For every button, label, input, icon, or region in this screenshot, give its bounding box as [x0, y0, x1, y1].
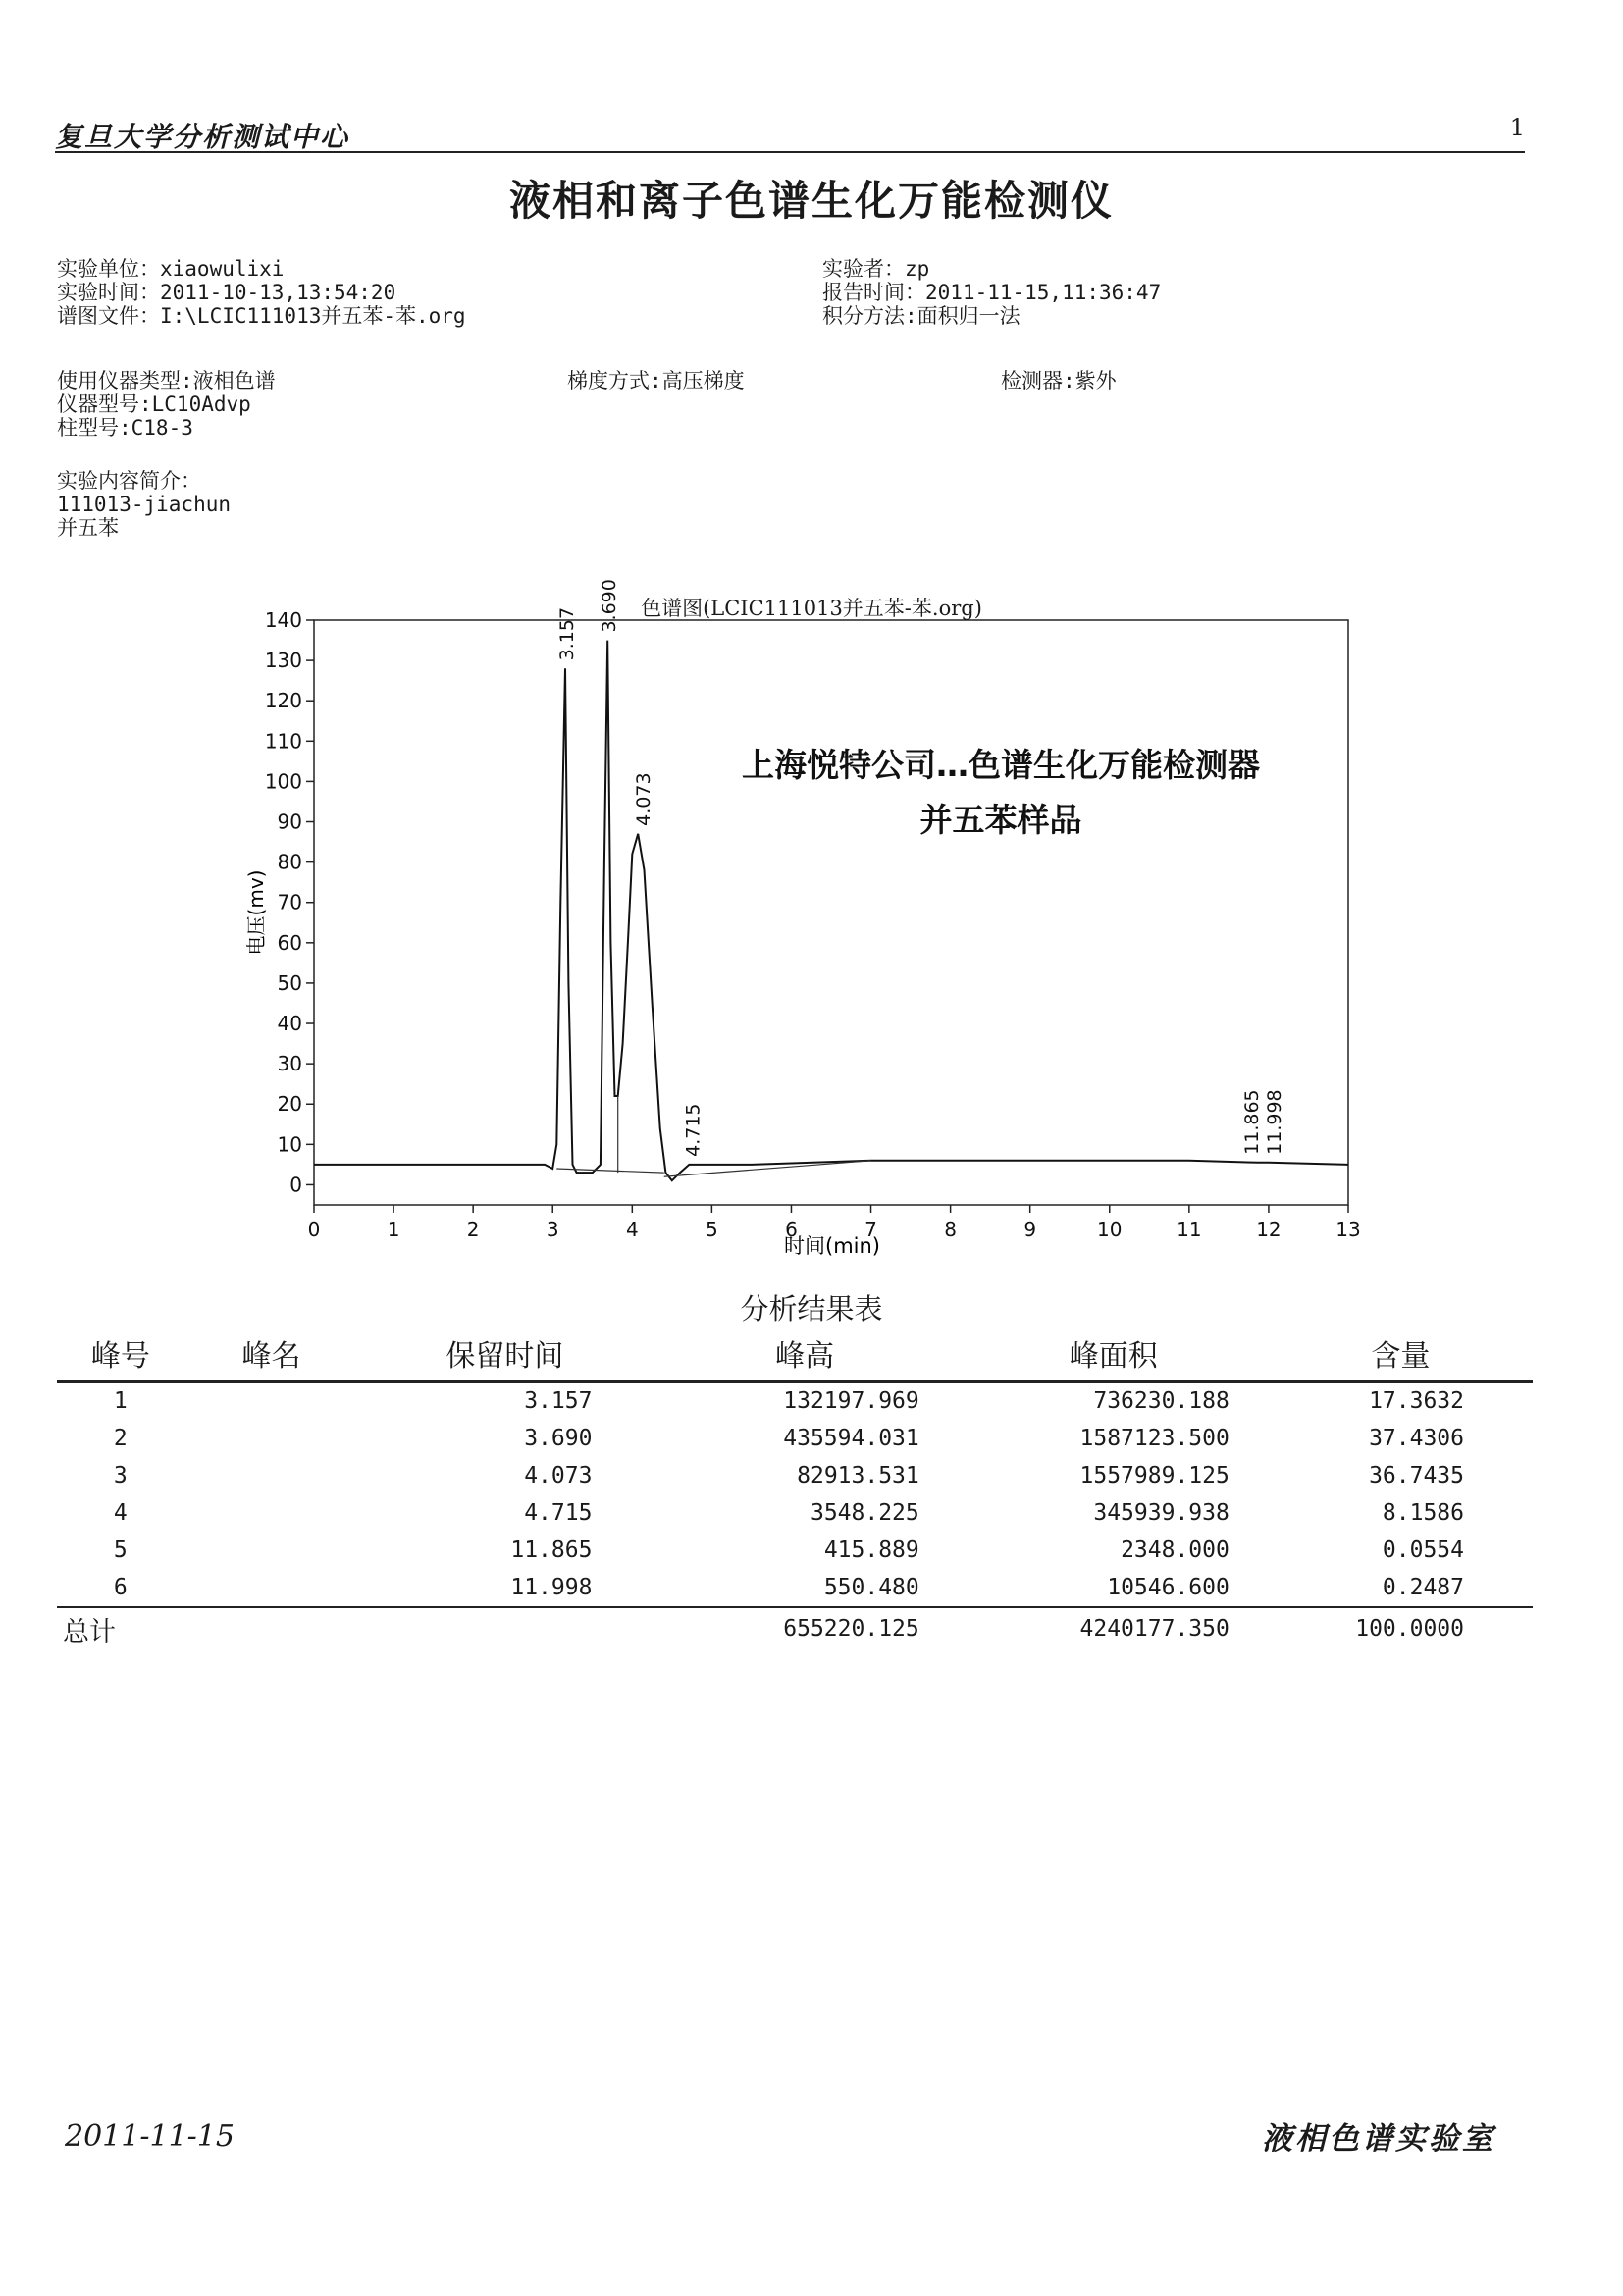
table-cell: 3548.225	[810, 1500, 919, 1526]
x-tick-label: 5	[706, 1218, 718, 1241]
peak-label: 4.073	[633, 772, 655, 826]
table-cell: 550.480	[823, 1575, 919, 1600]
experiment-time: 实验时间：2011-10-13,13:54:20	[57, 281, 396, 304]
table-cell: 11.998	[510, 1575, 593, 1600]
y-tick-label: 20	[277, 1092, 302, 1117]
y-tick-label: 110	[264, 729, 302, 754]
table-cell: 0.2487	[1382, 1575, 1464, 1600]
instrument-type: 使用仪器类型:液相色谱	[57, 369, 276, 392]
y-tick-label: 90	[277, 809, 302, 834]
plot-frame	[314, 620, 1348, 1205]
table-cell: 345939.938	[1093, 1500, 1230, 1526]
table-row	[57, 1532, 1533, 1569]
detector-type: 检测器:紫外	[1001, 369, 1117, 392]
column-header: 峰面积	[959, 1327, 1269, 1382]
y-tick-label: 140	[264, 608, 302, 632]
table-cell: 37.4306	[1369, 1426, 1464, 1451]
instrument-model: 仪器型号:LC10Advp	[57, 392, 251, 416]
table-cell: 6	[113, 1575, 128, 1600]
table-cell: 4.073	[524, 1463, 593, 1488]
description-label: 实验内容简介：	[57, 469, 201, 493]
operator: 实验者：zp	[822, 257, 930, 281]
x-tick-label: 2	[466, 1218, 480, 1241]
table-cell: 3.690	[524, 1426, 593, 1451]
footer-date: 2011-11-15	[65, 2119, 235, 2154]
table-cell: 11.865	[510, 1538, 593, 1563]
x-axis-label: 时间(min)	[784, 1234, 880, 1258]
annotation-line-2: 并五苯样品	[919, 801, 1082, 839]
table-cell: 1557989.125	[1079, 1463, 1230, 1488]
x-tick-label: 12	[1256, 1218, 1282, 1241]
column-header: 保留时间	[358, 1327, 651, 1382]
table-cell	[184, 1420, 359, 1457]
results-header-row	[57, 1327, 1533, 1382]
table-cell: 10546.600	[1107, 1575, 1230, 1600]
description-line-1: 111013-jiachun	[57, 493, 232, 516]
x-tick-label: 1	[387, 1218, 400, 1241]
table-row	[57, 1569, 1533, 1607]
table-cell: 82913.531	[797, 1463, 919, 1488]
y-tick-label: 120	[264, 689, 302, 713]
annotation-line-1: 上海悦特公司…色谱生化万能检测器	[742, 746, 1260, 784]
table-cell: 4.715	[524, 1500, 593, 1526]
column-header: 峰号	[57, 1327, 184, 1382]
table-cell	[184, 1569, 359, 1607]
y-tick-label: 70	[277, 890, 302, 914]
peak-label: 3.157	[555, 606, 578, 661]
column-model: 柱型号:C18-3	[57, 416, 193, 440]
table-cell: 736230.188	[1093, 1388, 1230, 1414]
results-title: 分析结果表	[740, 1292, 883, 1326]
page-number: 1	[1509, 114, 1525, 141]
integration-method: 积分方法:面积归一法	[822, 304, 1021, 328]
chart-annotation	[628, 738, 1374, 848]
x-tick-label: 11	[1177, 1218, 1202, 1241]
table-cell: 4	[113, 1500, 128, 1526]
experiment-unit: 实验单位：xiaowulixi	[57, 257, 285, 281]
x-tick-label: 9	[1023, 1218, 1037, 1241]
total-row	[57, 1607, 1533, 1649]
total-content: 100.0000	[1269, 1607, 1533, 1649]
x-tick-label: 8	[944, 1218, 957, 1241]
table-cell	[184, 1494, 359, 1532]
table-cell: 2348.000	[1121, 1538, 1230, 1563]
description-line-2: 并五苯	[57, 516, 119, 540]
x-tick-label: 13	[1335, 1218, 1361, 1241]
organization-name: 复旦大学分析测试中心	[55, 121, 350, 153]
table-cell: 2	[113, 1426, 128, 1451]
gradient-mode: 梯度方式:高压梯度	[567, 369, 745, 392]
y-tick-label: 50	[277, 970, 302, 995]
column-header: 峰名	[184, 1327, 359, 1382]
integration-baseline	[556, 1169, 663, 1173]
x-tick-label: 4	[625, 1218, 639, 1241]
x-tick-label: 6	[785, 1218, 798, 1241]
x-tick-label: 7	[864, 1218, 877, 1241]
y-tick-label: 100	[264, 769, 302, 794]
spectrum-file: 谱图文件：I:\LCIC111013并五苯-苯.org	[57, 304, 466, 328]
table-cell: 36.7435	[1369, 1463, 1464, 1488]
y-tick-label: 80	[277, 850, 302, 874]
table-cell	[358, 1607, 651, 1649]
peak-label: 11.865	[1240, 1089, 1263, 1155]
y-tick-label: 10	[277, 1132, 302, 1157]
y-tick-label: 40	[277, 1012, 302, 1036]
table-cell: 1	[113, 1388, 128, 1414]
table-cell: 132197.969	[783, 1388, 919, 1414]
table-cell: 17.3632	[1369, 1388, 1464, 1414]
table-cell: 5	[113, 1538, 128, 1563]
report-time: 报告时间：2011-11-15,11:36:47	[822, 281, 1162, 304]
column-header: 峰高	[651, 1327, 958, 1382]
table-cell: 8.1586	[1382, 1500, 1464, 1526]
table-cell: 0.0554	[1382, 1538, 1464, 1563]
table-cell	[184, 1532, 359, 1569]
peak-label: 4.715	[682, 1103, 705, 1157]
peak-label: 11.998	[1263, 1089, 1285, 1155]
table-cell: 3.157	[524, 1388, 593, 1414]
x-tick-label: 10	[1097, 1218, 1123, 1241]
table-cell: 1587123.500	[1079, 1426, 1230, 1451]
table-cell	[184, 1607, 359, 1649]
report-title: 液相和离子色谱生化万能检测仪	[508, 177, 1114, 225]
y-axis-label: 电压(mv)	[244, 869, 268, 956]
x-tick-label: 3	[546, 1218, 559, 1241]
total-label: 总计	[57, 1607, 184, 1649]
y-tick-label: 0	[289, 1173, 302, 1197]
total-area: 4240177.350	[959, 1607, 1269, 1649]
table-cell	[184, 1382, 359, 1421]
chromatogram-trace	[314, 641, 1348, 1181]
y-tick-label: 60	[277, 930, 302, 955]
table-cell	[184, 1457, 359, 1494]
table-cell: 415.889	[823, 1538, 919, 1563]
lab-name: 液相色谱实验室	[1262, 2121, 1495, 2157]
total-height: 655220.125	[651, 1607, 958, 1649]
y-tick-label: 130	[264, 649, 302, 673]
table-row	[57, 1420, 1533, 1457]
chart-title: 色谱图(LCIC111013并五苯-苯.org)	[641, 597, 982, 620]
column-header: 含量	[1269, 1327, 1533, 1382]
table-cell: 435594.031	[783, 1426, 919, 1451]
table-row	[57, 1494, 1533, 1532]
y-tick-label: 30	[277, 1052, 302, 1076]
results-table	[57, 1327, 1533, 1649]
x-tick-label: 0	[307, 1218, 321, 1241]
table-cell: 3	[113, 1463, 128, 1488]
table-row	[57, 1457, 1533, 1494]
integration-baseline	[664, 1161, 871, 1176]
peak-label: 3.690	[599, 579, 621, 633]
table-row	[57, 1382, 1533, 1421]
